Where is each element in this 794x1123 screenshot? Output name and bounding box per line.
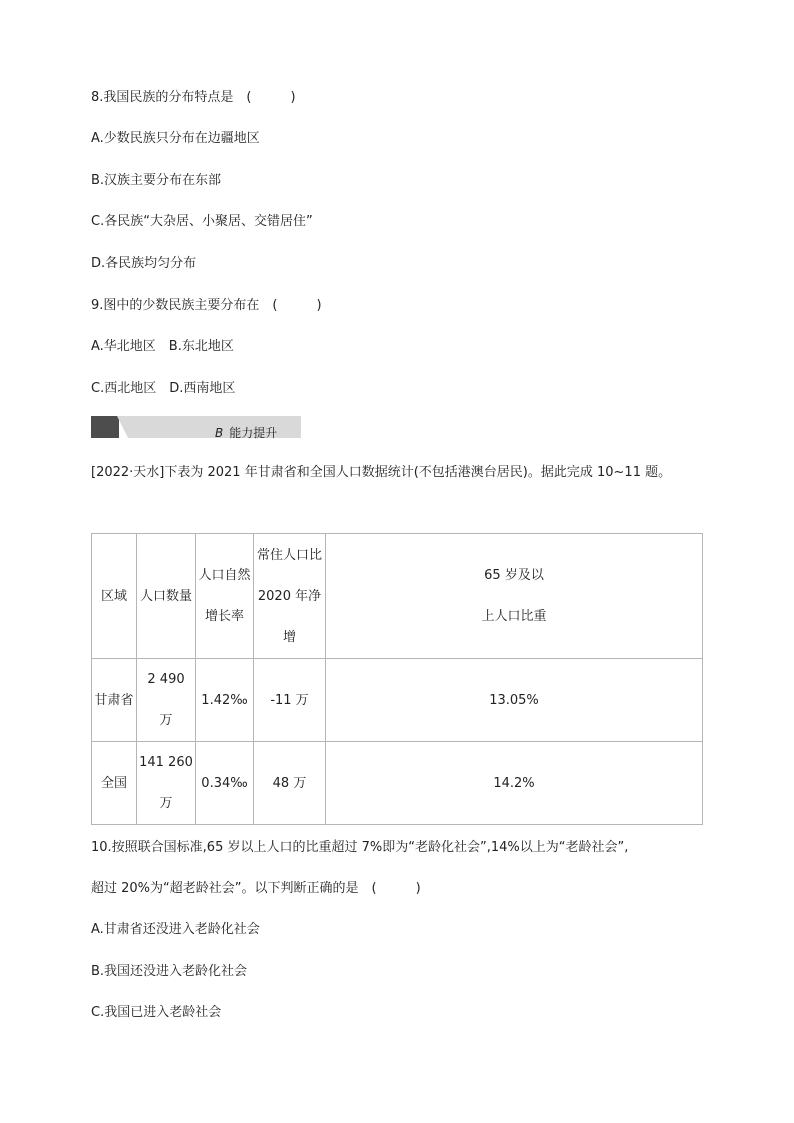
- cell-elderly: 14.2%: [326, 742, 703, 825]
- header-elderly-ratio: 65 岁及以 上人口比重: [326, 534, 703, 659]
- section-title: 能力提升: [229, 426, 278, 440]
- table-row: [92, 659, 703, 742]
- question-10-stem-line2: 超过 20%为“超老龄社会”。以下判断正确的是 ( ): [91, 881, 421, 896]
- section-heading: [215, 424, 277, 441]
- question-8-stem: 8.我国民族的分布特点是 ( ): [91, 90, 296, 105]
- table-row: [92, 742, 703, 825]
- question-9-options-cd[interactable]: C.西北地区 D.西南地区: [91, 381, 236, 396]
- cell-population: 141 260 万: [137, 742, 196, 825]
- section-letter: B: [215, 426, 224, 440]
- cell-growth: 0.34‰: [196, 742, 254, 825]
- question-10-stem-line1: 10.按照联合国标准,65 岁以上人口的比重超过 7%即为“老龄化社会”,14%以上为“老龄社会”,: [91, 840, 629, 855]
- cell-growth: 1.42‰: [196, 659, 254, 742]
- question-8-option-a[interactable]: A.少数民族只分布在边疆地区: [91, 131, 260, 146]
- cell-region: 甘肃省: [92, 659, 137, 742]
- question-9-options-ab[interactable]: A.华北地区 B.东北地区: [91, 339, 234, 354]
- cell-elderly: 13.05%: [326, 659, 703, 742]
- question-9-stem: 9.图中的少数民族主要分布在 ( ): [91, 298, 322, 313]
- cell-change: -11 万: [254, 659, 326, 742]
- header-natural-growth: 人口自然 增长率: [196, 534, 254, 659]
- question-10-option-a[interactable]: A.甘肃省还没进入老龄化社会: [91, 922, 260, 937]
- banner-dark-block: [91, 416, 119, 438]
- section-banner: [91, 416, 301, 438]
- question-8-option-d[interactable]: D.各民族均匀分布: [91, 256, 197, 271]
- question-10-option-b[interactable]: B.我国还没进入老龄化社会: [91, 964, 248, 979]
- table-header-row: [92, 534, 703, 659]
- cell-region: 全国: [92, 742, 137, 825]
- passage-intro: [2022·天水]下表为 2021 年甘肃省和全国人口数据统计(不包括港澳台居民)。据此完成 10~11 题。: [91, 465, 672, 480]
- question-10-option-c[interactable]: C.我国已进入老龄社会: [91, 1005, 222, 1020]
- question-8-option-b[interactable]: B.汉族主要分布在东部: [91, 173, 222, 188]
- cell-change: 48 万: [254, 742, 326, 825]
- header-population: 人口数量: [137, 534, 196, 659]
- header-region: 区域: [92, 534, 137, 659]
- header-net-change: 常住人口比 2020 年净 增: [254, 534, 326, 659]
- cell-population: 2 490 万: [137, 659, 196, 742]
- question-8-option-c[interactable]: C.各民族“大杂居、小聚居、交错居住”: [91, 214, 313, 229]
- population-table: [91, 533, 703, 825]
